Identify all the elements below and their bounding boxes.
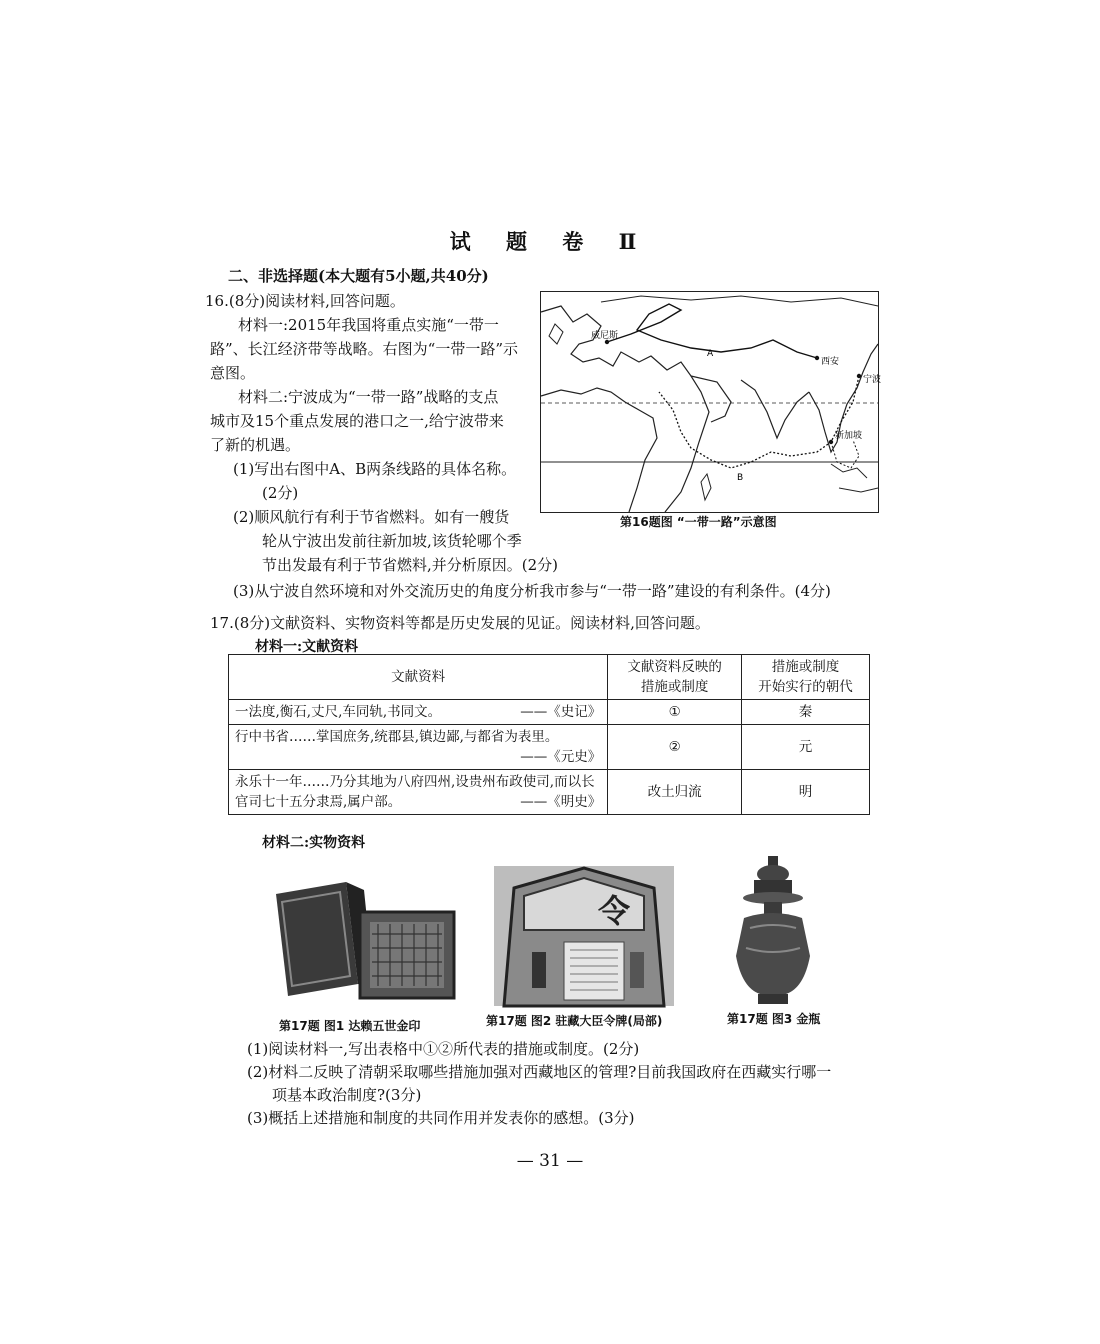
table-header-dynasty-line2: 开始实行的朝代	[758, 679, 853, 695]
q17-stem: 17.(8分)文献资料、实物资料等都是历史发展的见证。阅读材料,回答问题。	[210, 614, 710, 632]
map-label-singapore: 新加坡	[835, 431, 863, 441]
table-header-dynasty	[742, 655, 870, 700]
map-label-venice: 威尼斯	[591, 331, 619, 341]
golden-urn-photo	[730, 856, 816, 1006]
q16-material1-line2: 路”、长江经济带等战略。右图为“一带一路”示	[210, 340, 519, 358]
map-label-ningbo: 宁波	[863, 375, 882, 385]
q16-sub3: (3)从宁波自然环境和对外交流历史的角度分析我市参与“一带一路”建设的有利条件。(4分)	[233, 582, 831, 600]
q17-sub2-line1: (2)材料二反映了清朝采取哪些措施加强对西藏地区的管理?目前我国政府在西藏实行哪一	[247, 1063, 832, 1081]
table-header-docs: 文献资料	[229, 655, 608, 700]
table-header-row	[229, 655, 870, 700]
map-label-a: A	[707, 349, 714, 359]
doc-text: 一法度,衡石,丈尺,车同轨,书同文。	[235, 704, 442, 720]
table-cell-doc	[229, 725, 608, 770]
table-header-measure-line1: 文献资料反映的	[627, 659, 722, 675]
q16-stem: 16.(8分)阅读材料,回答问题。	[205, 292, 405, 310]
table-header-measure-line2: 措施或制度	[640, 679, 709, 695]
page-number: — 31 —	[516, 1151, 584, 1171]
map-label-xian: 西安	[821, 357, 840, 367]
map-label-b: B	[737, 473, 744, 483]
table-cell-measure: ①	[608, 700, 742, 725]
q16-sub1: (1)写出右图中A、B两条线路的具体名称。	[233, 460, 517, 478]
doc-source: ——《明史》	[520, 794, 602, 810]
doc-source: ——《史记》	[520, 704, 602, 720]
belt-road-map	[540, 291, 882, 513]
table-row	[229, 700, 870, 725]
q16-material1-line3: 意图。	[210, 364, 256, 382]
documents-table	[228, 654, 870, 815]
table-header-measure	[608, 655, 742, 700]
map-drawing	[541, 292, 882, 512]
doc-text: 行中书省……掌国庶务,统郡县,镇边鄙,与都省为表里。	[235, 729, 559, 745]
map-caption: 第16题图 “一带一路”示意图	[620, 515, 777, 529]
table-row	[229, 725, 870, 770]
q16-sub2-line3: 节出发最有利于节省燃料,并分析原因。(2分)	[262, 556, 559, 574]
table-cell-doc	[229, 770, 608, 815]
section-heading: 二、非选择题(本大题有5小题,共40分)	[228, 267, 489, 285]
q16-sub2-line2: 轮从宁波出发前往新加坡,该货轮哪个季	[262, 532, 522, 550]
q16-material2-line2: 城市及15个重点发展的港口之一,给宁波带来	[210, 412, 504, 430]
q16-sub1-score: (2分)	[262, 484, 299, 502]
q17-material1-label: 材料一:文献资料	[255, 639, 359, 655]
gold-seal-photo	[268, 872, 468, 1002]
table-row	[229, 770, 870, 815]
token-character: 令	[598, 892, 631, 930]
table-cell-dynasty: 元	[742, 725, 870, 770]
q17-material2-label: 材料二:实物资料	[262, 835, 366, 851]
token-plate-photo	[494, 866, 674, 1006]
q16-material1-line1: 材料一:2015年我国将重点实施“一带一	[238, 316, 499, 334]
doc-source: ——《元史》	[520, 749, 602, 765]
q17-sub2-line2: 项基本政治制度?(3分)	[272, 1086, 422, 1104]
q16-material2-line3: 了新的机遇。	[210, 436, 301, 454]
figure-caption-1: 第17题 图1 达赖五世金印	[279, 1019, 421, 1033]
table-cell-measure: ②	[608, 725, 742, 770]
table-cell-measure: 改土归流	[608, 770, 742, 815]
table-header-dynasty-line1: 措施或制度	[771, 659, 840, 675]
page-title: 试 题 卷 Ⅱ	[449, 229, 651, 254]
q17-sub3: (3)概括上述措施和制度的共同作用并发表你的感想。(3分)	[247, 1109, 635, 1127]
q16-material2-line1: 材料二:宁波成为“一带一路”战略的支点	[238, 388, 499, 406]
doc-text: 永乐十一年……乃分其地为八府四州,设贵州布政使司,而以长官司七十五分隶焉,属户部。	[235, 774, 595, 810]
table-cell-dynasty: 秦	[742, 700, 870, 725]
q16-sub2-line1: (2)顺风航行有利于节省燃料。如有一艘货	[233, 508, 510, 526]
table-cell-doc	[229, 700, 608, 725]
q17-sub1: (1)阅读材料一,写出表格中①②所代表的措施或制度。(2分)	[247, 1040, 640, 1058]
figure-caption-2: 第17题 图2 驻藏大臣令牌(局部)	[486, 1014, 663, 1028]
table-cell-dynasty: 明	[742, 770, 870, 815]
figure-caption-3: 第17题 图3 金瓶	[727, 1012, 821, 1026]
